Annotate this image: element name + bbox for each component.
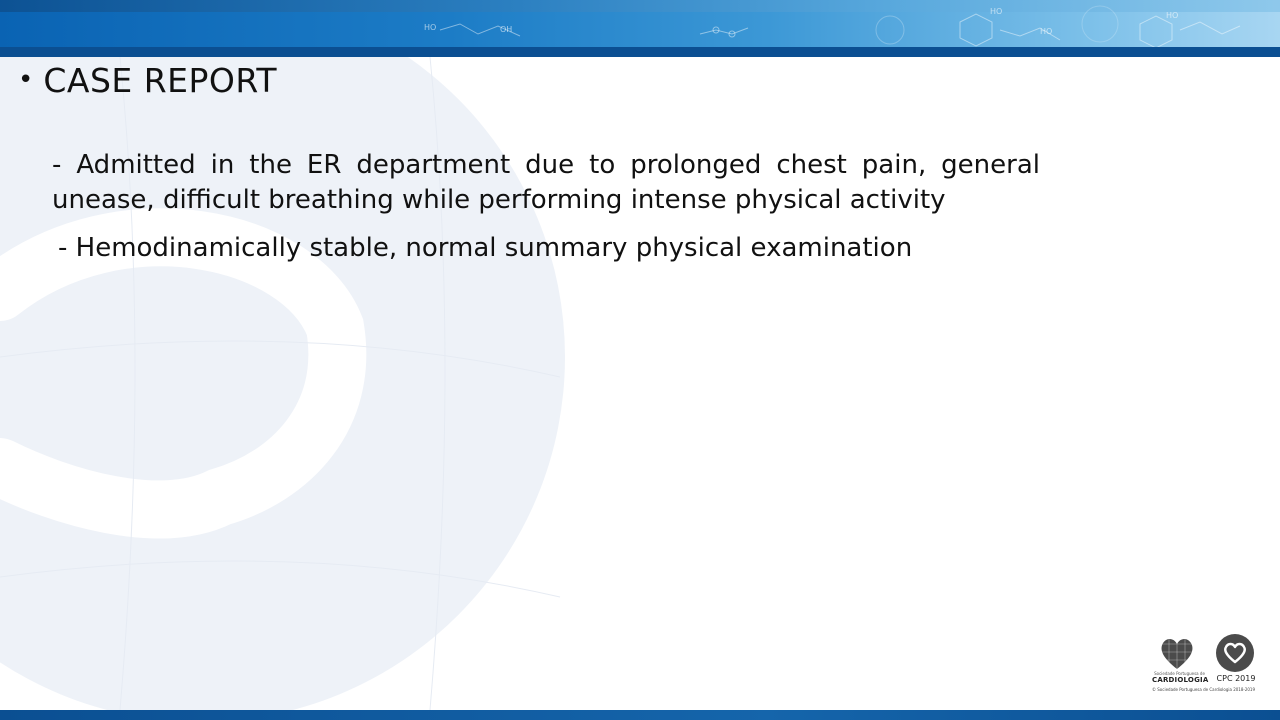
banner-edge bbox=[0, 47, 1280, 57]
paragraph-admission: - Admitted in the ER department due to prolonged chest pain, general unease, difficult breathing while performing intense physical activity bbox=[52, 150, 1040, 215]
slide-title: CASE REPORT bbox=[43, 60, 278, 100]
spc-name: CARDIOLOGIA bbox=[1152, 676, 1209, 684]
title-bullet: • bbox=[18, 65, 34, 95]
banner-label-1: HO bbox=[424, 23, 437, 32]
banner-label-3: HO bbox=[990, 7, 1003, 16]
top-banner bbox=[0, 0, 1280, 57]
banner-label-5: HO bbox=[1166, 11, 1179, 20]
banner-label-2: OH bbox=[500, 25, 513, 34]
heart-grid-icon bbox=[1157, 634, 1197, 672]
cpc-heart-icon bbox=[1216, 634, 1254, 672]
cpc-logo bbox=[1212, 634, 1260, 684]
banner-label-4: HO bbox=[1040, 27, 1053, 36]
paragraph-examination: - Hemodinamically stable, normal summary physical examination bbox=[58, 233, 913, 263]
cpc-label: CPC 2019 bbox=[1216, 674, 1256, 683]
bottom-bar bbox=[0, 710, 1280, 720]
spc-footnote: © Sociedade Portuguesa de Cardiologia 2018-2019 bbox=[1152, 687, 1256, 692]
title-row bbox=[18, 60, 277, 100]
spc-small-label: Sociedade Portuguesa de bbox=[1154, 671, 1205, 676]
